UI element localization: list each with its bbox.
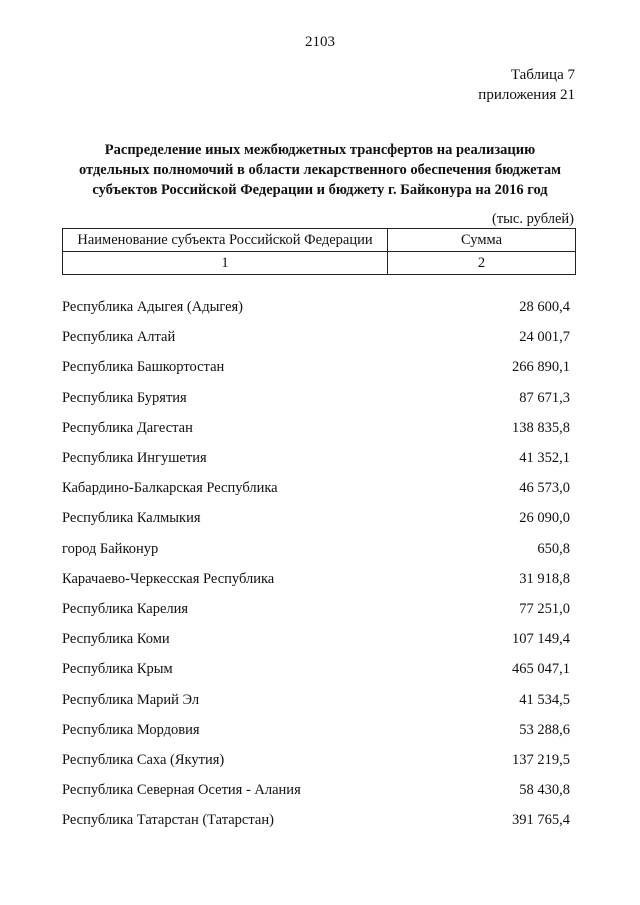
region-name: Республика Мордовия (62, 722, 200, 738)
region-name: Республика Адыгея (Адыгея) (62, 299, 244, 315)
table-row (62, 812, 570, 832)
units-label: (тыс. рублей) (492, 211, 574, 227)
amount-value: 41 352,1 (519, 450, 570, 466)
table-row (62, 752, 570, 772)
amount-value: 28 600,4 (519, 299, 570, 315)
column-number-row (63, 252, 576, 275)
table-row (62, 631, 570, 651)
table-row (62, 510, 570, 530)
amount-value: 53 288,6 (519, 722, 570, 738)
title-line: отдельных полномочий в области лекарственного обеспечения бюджетам (78, 162, 562, 178)
amount-value: 137 219,5 (512, 752, 570, 768)
region-name: Республика Марий Эл (62, 692, 200, 708)
amount-value: 107 149,4 (512, 631, 570, 647)
document-title (60, 140, 580, 200)
amount-value: 26 090,0 (519, 510, 570, 526)
region-name: Кабардино-Балкарская Республика (62, 480, 278, 496)
title-line: субъектов Российской Федерации и бюджету г. Байконура на 2016 год (92, 182, 548, 198)
region-name: Республика Крым (62, 661, 173, 677)
amount-value: 24 001,7 (519, 329, 570, 345)
amount-value: 58 430,8 (519, 782, 570, 798)
table-row (62, 420, 570, 440)
region-name: Республика Алтай (62, 329, 176, 345)
table-row (62, 359, 570, 379)
region-name: Республика Татарстан (Татарстан) (62, 812, 274, 828)
table-reference: Таблица 7 (510, 67, 575, 83)
table-row (62, 782, 570, 802)
table-row (62, 390, 570, 410)
amount-value: 138 835,8 (512, 420, 570, 436)
amount-value: 391 765,4 (512, 812, 570, 828)
column-number: 1 (63, 252, 388, 275)
region-name: Республика Ингушетия (62, 450, 207, 466)
amount-value: 77 251,0 (519, 601, 570, 617)
amount-value: 650,8 (537, 541, 570, 557)
amount-value: 266 890,1 (512, 359, 570, 375)
appendix-reference: приложения 21 (478, 87, 575, 103)
table-row (62, 541, 570, 561)
region-name: Республика Коми (62, 631, 170, 647)
amount-value: 41 534,5 (519, 692, 570, 708)
column-number: 2 (388, 252, 576, 275)
table-row (62, 480, 570, 500)
table-row (62, 450, 570, 470)
region-name: Республика Северная Осетия - Алания (62, 782, 301, 798)
column-header-amount: Сумма (388, 229, 576, 252)
amount-value: 87 671,3 (519, 390, 570, 406)
table-row (62, 329, 570, 349)
amount-value: 465 047,1 (512, 661, 570, 677)
table-row (62, 571, 570, 591)
table-header (62, 228, 576, 275)
region-name: Республика Башкортостан (62, 359, 225, 375)
table-row (62, 661, 570, 681)
table-row (62, 692, 570, 712)
region-name: Республика Дагестан (62, 420, 193, 436)
region-name: Карачаево-Черкесская Республика (62, 571, 275, 587)
header-row (63, 229, 576, 252)
region-name: Республика Калмыкия (62, 510, 201, 526)
region-name: Республика Саха (Якутия) (62, 752, 225, 768)
table-row (62, 601, 570, 621)
region-name: Республика Бурятия (62, 390, 187, 406)
title-line: Распределение иных межбюджетных трансфертов на реализацию (104, 142, 536, 158)
column-header-region: Наименование субъекта Российской Федерации (63, 229, 388, 252)
region-name: Республика Карелия (62, 601, 189, 617)
amount-value: 46 573,0 (519, 480, 570, 496)
table-row (62, 722, 570, 742)
amount-value: 31 918,8 (519, 571, 570, 587)
region-name: город Байконур (62, 541, 159, 557)
table-row (62, 299, 570, 319)
page-number: 2103 (305, 34, 335, 50)
